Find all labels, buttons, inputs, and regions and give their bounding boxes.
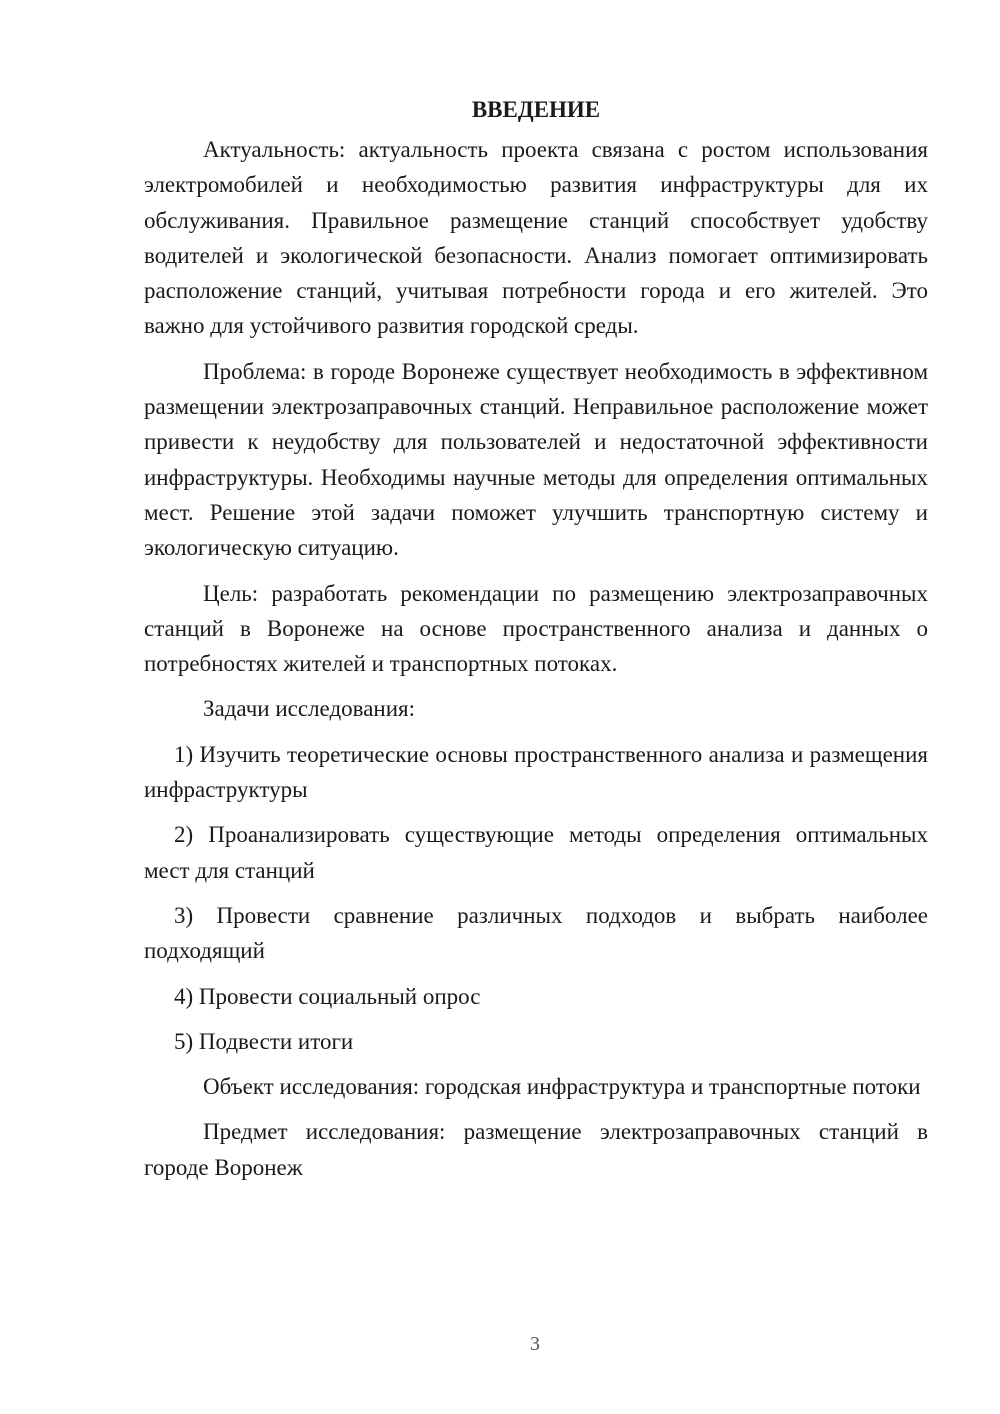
task-item-2: 2) Проанализировать существующие методы определения оптимальных мест для станций (144, 822, 928, 883)
task-item-5: 5) Подвести итоги (174, 1028, 354, 1054)
goal-paragraph: Цель: разработать рекомендации по размещению электрозаправочных станций в Воронеже на основе пространственного анализа и данных о потребностях жителей и транспортных потоках. (144, 580, 928, 677)
task-item-4: 4) Провести социальный опрос (174, 983, 481, 1009)
problem-paragraph: Проблема: в городе Воронеже существует необходимость в эффективном размещении электрозаправочных станций. Неправильное расположение может привести к неудобству для пользователей и недостаточной эффективности инфраструктуры. Необходимы научные методы для определения оптимальных мест. Решение этой задачи поможет улучшить транспортную систему и экологическую ситуацию. (144, 358, 928, 561)
task-item-1: 1) Изучить теоретические основы пространственного анализа и размещения инфраструктуры (144, 741, 928, 803)
object-paragraph: Объект исследования: городская инфраструктура и транспортные потоки (203, 1074, 921, 1100)
section-title: ВВЕДЕНИЕ (471, 97, 601, 122)
document-page (144, 92, 928, 1195)
task-item-3: 3) Провести сравнение различных подходов и выбрать наиболее подходящий (144, 902, 928, 964)
page-number: 3 (530, 1333, 540, 1355)
subject-paragraph: Предмет исследования: размещение электрозаправочных станций в городе Воронеж (144, 1119, 928, 1180)
relevance-paragraph: Актуальность: актуальность проекта связана с ростом использования электромобилей и необходимостью развития инфраструктуры для их обслуживания. Правильное размещение станций способствует удобству водителей и экологической безопасности. Анализ помогает оптимизировать расположение станций, учитывая потребности города и его жителей. Это важно для устойчивого развития городской среды. (144, 137, 928, 339)
tasks-heading: Задачи исследования: (203, 696, 416, 722)
